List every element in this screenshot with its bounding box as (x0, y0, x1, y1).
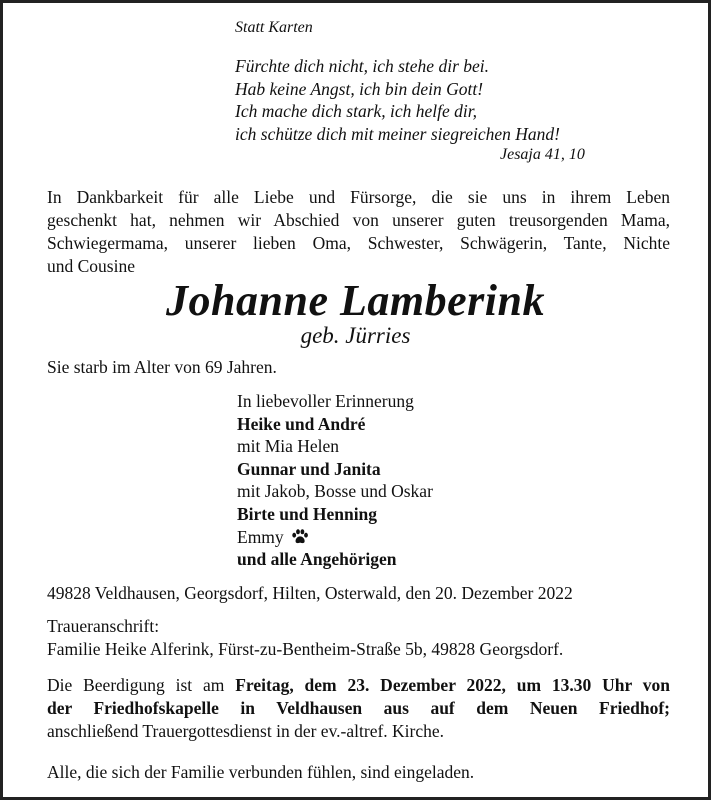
intro-line: und Cousine (47, 256, 135, 276)
intro-line: In Dankbarkeit für alle Liebe und Fürsorge, die sie uns in ihrem Leben (47, 187, 670, 207)
mourner-children-row (237, 526, 433, 549)
intro-line: geschenkt hat, nehmen wir Abschied von unserer guten treusorgenden Mama, (47, 210, 670, 230)
place-date: 49828 Veldhausen, Georgsdorf, Hilten, Osterwald, den 20. Dezember 2022 (47, 583, 573, 603)
invitation-text: Alle, die sich der Familie verbunden fühlen, sind eingeladen. (47, 762, 475, 782)
mourner-children: mit Jakob, Bosse und Oskar (237, 481, 433, 502)
verse-reference: Jesaja 41, 10 (500, 146, 585, 163)
statt-karten-label: Statt Karten (235, 19, 313, 36)
mourner-names: Gunnar und Janita (237, 458, 381, 479)
verse-line: Fürchte dich nicht, ich stehe dir bei. (235, 56, 490, 76)
age-text: Sie starb im Alter von 69 Jahren. (47, 357, 277, 377)
intro-paragraph (47, 186, 670, 278)
funeral-date-time: Freitag, dem 23. Dezember 2022, um 13.30 Uhr von (235, 675, 670, 695)
address-value: Familie Heike Alferink, Fürst-zu-Bentheim-Straße 5b, 49828 Georgsdorf. (47, 639, 564, 659)
mourners-list (237, 390, 433, 571)
deceased-name: Johanne Lamberink (166, 276, 545, 325)
mourners-closing: und alle Angehörigen (237, 549, 397, 570)
mourner-children: mit Mia Helen (237, 436, 340, 457)
mourning-address (47, 615, 670, 661)
funeral-details (47, 674, 670, 743)
mourner-names: Heike und André (237, 413, 366, 434)
mourners-intro: In liebevoller Erinnerung (237, 391, 414, 411)
bible-verse (235, 55, 560, 145)
funeral-location: der Friedhofskapelle in Veldhausen aus auf dem Neuen Friedhof; (47, 698, 670, 718)
mourner-children: Emmy (237, 526, 284, 547)
paw-icon (291, 529, 309, 545)
funeral-service: anschließend Trauergottesdienst in der ev.-altref. Kirche. (47, 721, 445, 741)
verse-line: Hab keine Angst, ich bin dein Gott! (235, 78, 484, 99)
funeral-line (47, 674, 670, 697)
intro-line: Schwiegermama, unserer lieben Oma, Schwester, Schwägerin, Tante, Nichte (47, 233, 670, 253)
address-label: Traueranschrift: (47, 616, 160, 636)
funeral-prefix: Die Beerdigung ist am (47, 675, 236, 695)
verse-line: Ich mache dich stark, ich helfe dir, (235, 101, 478, 121)
mourner-names: Birte und Henning (237, 503, 378, 524)
birth-name: geb. Jürries (300, 323, 411, 348)
verse-line: ich schütze dich mit meiner siegreichen Hand! (235, 123, 560, 144)
